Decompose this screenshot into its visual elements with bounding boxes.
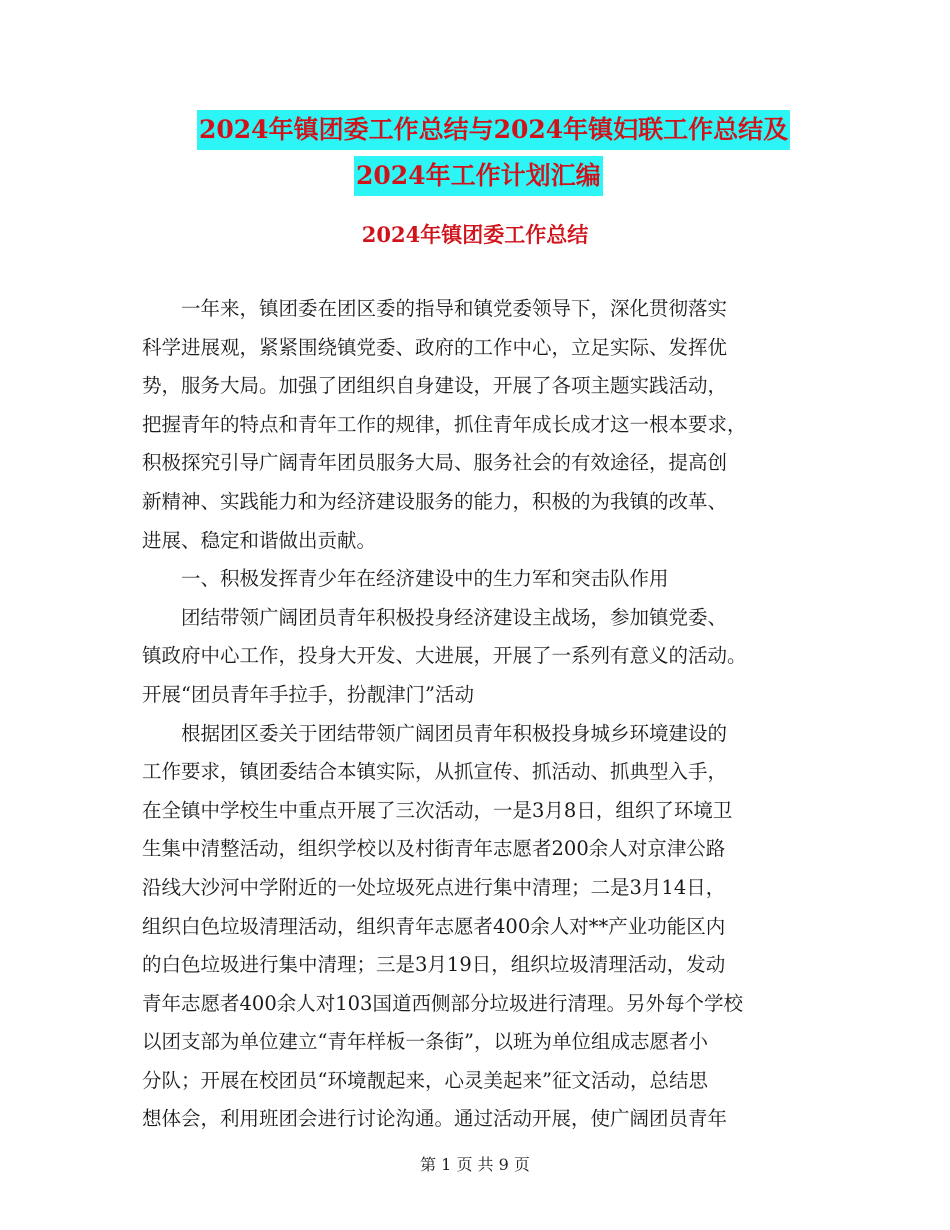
body-line: 根据团区委关于团结带领广阔团员青年积极投身城乡环境建设的 [142,721,728,745]
body-line: 青年志愿者400余人对103国道西侧部分垃圾进行清理。另外每个学校 [142,991,743,1015]
body-line: 科学进展观，紧紧围绕镇党委、政府的工作中心，立足实际、发挥优 [142,335,728,359]
title-line-2: 2024年工作计划汇编 [354,156,603,196]
section-title: 2024年镇团委工作总结 [361,222,589,247]
body-line: 分队；开展在校团员“环境靓起来，心灵美起来”征文活动，总结思 [142,1068,708,1092]
body-line: 沿线大沙河中学附近的一处垃圾死点进行集中清理；二是3月14日， [142,875,726,899]
body-line: 想体会，利用班团会进行讨论沟通。通过活动开展，使广阔团员青年 [142,1107,728,1131]
title-line-1: 2024年镇团委工作总结与2024年镇妇联工作总结及 [197,110,790,150]
body-line: 的白色垃圾进行集中清理；三是3月19日，组织垃圾清理活动，发动 [142,953,726,977]
body-line: 在全镇中学校生中重点开展了三次活动，一是3月8日，组织了环境卫 [142,798,733,822]
body-line: 生集中清整活动，组织学校以及村街青年志愿者200余人对京津公路 [142,837,726,861]
page-number-footer: 第 1 页 共 9 页 [420,1155,530,1174]
section-heading: 一、积极发挥青少年在经济建设中的生力军和突击队作用 [142,567,669,591]
body-line: 积极探究引导广阔青年团员服务大局、服务社会的有效途径，提高创 [142,451,728,475]
body-line: 势，服务大局。加强了团组织自身建设，开展了各项主题实践活动， [142,374,728,398]
body-line: 进展、稳定和谐做出贡献。 [142,528,377,552]
body-text [142,290,822,1139]
body-line: 镇政府中心工作，投身大开发、大进展，开展了一系列有意义的活动。 [142,644,747,668]
body-line: 把握青年的特点和青年工作的规律，抓住青年成长成才这一根本要求， [142,412,747,436]
body-line: 工作要求，镇团委结合本镇实际，从抓宣传、抓活动、抓典型入手， [142,760,728,784]
body-line: 以团支部为单位建立“青年样板一条街”，以班为单位组成志愿者小 [142,1030,708,1054]
body-line: 新精神、实践能力和为经济建设服务的能力，积极的为我镇的改革、 [142,489,728,513]
body-line: 组织白色垃圾清理活动，组织青年志愿者400余人对**产业功能区内 [142,914,726,938]
body-line: 一年来，镇团委在团区委的指导和镇党委领导下，深化贯彻落实 [142,297,728,320]
body-line: 团结带领广阔团员青年积极投身经济建设主战场，参加镇党委、 [142,605,728,629]
subsection-heading: 开展“团员青年手拉手，扮靓津门”活动 [142,682,474,706]
